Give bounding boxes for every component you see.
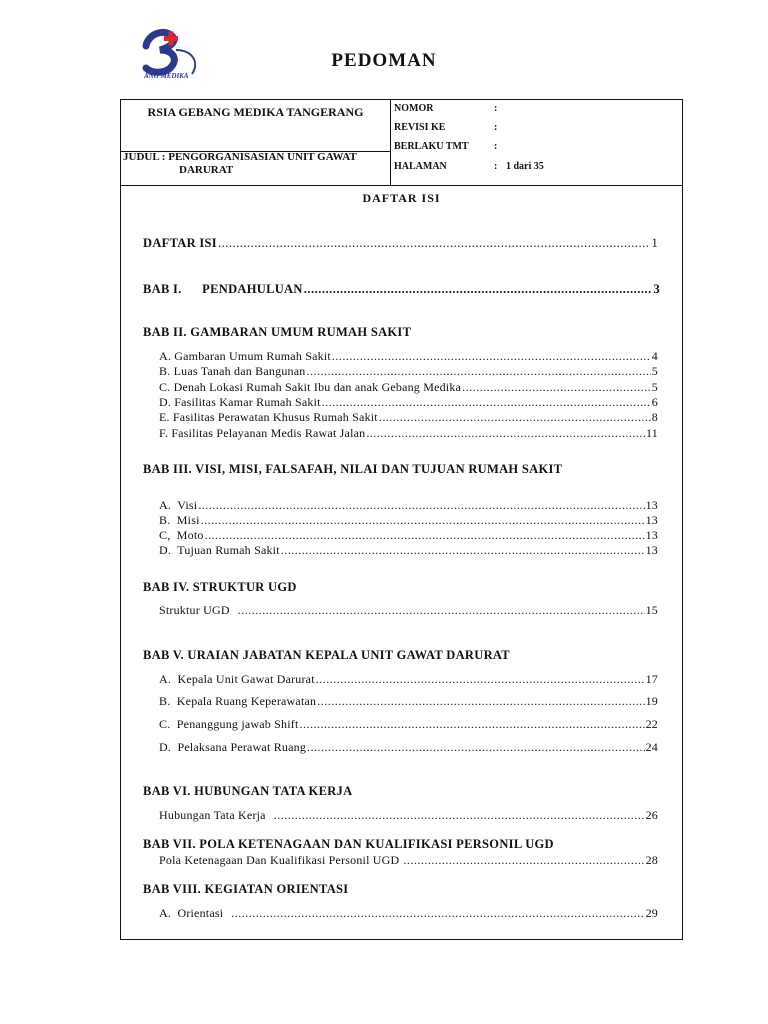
meta-halaman: HALAMAN : 1 dari 35 — [394, 161, 544, 172]
toc-item: Hubungan Tata Kerja ..... 26 — [159, 808, 658, 823]
toc-item: B. Misi ..... 13 — [159, 513, 658, 528]
toc-item: A. Kepala Unit Gawat Darurat ..... 17 — [159, 672, 658, 687]
toc-heading-bab6: BAB VI. HUBUNGAN TATA KERJA — [143, 784, 353, 798]
page-title: PEDOMAN — [331, 50, 437, 71]
toc-title: DAFTAR ISI — [362, 191, 441, 205]
meta-revisi: REVISI KE : — [394, 122, 498, 133]
toc-item: Struktur UGD ..... 15 — [159, 603, 658, 618]
svg-text:ANG MEDIKA: ANG MEDIKA — [144, 72, 189, 80]
toc-item: D. Tujuan Rumah Sakit ..... 13 — [159, 543, 658, 558]
toc-item: D. Pelaksana Perawat Ruang ..... 24 — [159, 740, 658, 755]
meta-berlaku: BERLAKU TMT : — [394, 141, 498, 152]
toc-heading-bab3: BAB III. VISI, MISI, FALSAFAH, NILAI DAN TUJUAN RUMAH SAKIT — [143, 462, 563, 476]
hospital-name: RSIA GEBANG MEDIKA TANGERANG — [147, 105, 364, 119]
meta-nomor: NOMOR : — [394, 103, 498, 114]
toc-item: B. Kepala Ruang Keperawatan ..... 19 — [159, 694, 658, 709]
toc-item: B. Luas Tanah dan Bangunan ..... 5 — [159, 364, 658, 379]
toc-heading-bab2: BAB II. GAMBARAN UMUM RUMAH SAKIT — [143, 325, 412, 339]
document-subject: JUDUL : PENGORGANISASIAN UNIT GAWAT DARURAT — [123, 151, 357, 176]
toc-item: C, Moto ..... 13 — [159, 528, 658, 543]
toc-item: F. Fasilitas Pelayanan Medis Rawat Jalan ..... 11 — [159, 426, 658, 441]
document-frame — [120, 99, 683, 940]
toc-heading-bab8: BAB VIII. KEGIATAN ORIENTASI — [143, 882, 349, 896]
toc-item: C. Denah Lokasi Rumah Sakit Ibu dan anak Gebang Medika ..... 5 — [159, 380, 658, 395]
toc-item: C. Penanggung jawab Shift ..... 22 — [159, 717, 658, 732]
toc-item: A. Gambaran Umum Rumah Sakit ..... 4 — [159, 349, 658, 364]
toc-item: D. Fasilitas Kamar Rumah Sakit ..... 6 — [159, 395, 658, 410]
toc-heading-bab7: BAB VII. POLA KETENAGAAN DAN KUALIFIKASI PERSONIL UGD — [143, 837, 554, 851]
toc-item: E. Fasilitas Perawatan Khusus Rumah Sakit ..... 8 — [159, 410, 658, 425]
toc-heading-bab5: BAB V. URAIAN JABATAN KEPALA UNIT GAWAT DARURAT — [143, 648, 510, 662]
toc-heading-bab4: BAB IV. STRUKTUR UGD — [143, 580, 297, 594]
toc-entry-daftar-isi: DAFTAR ISI ..... 1 — [143, 236, 658, 251]
toc-item: A. Orientasi ..... 29 — [159, 906, 658, 921]
toc-entry-bab1: BAB I. PENDAHULUAN ..... 3 — [143, 282, 660, 297]
toc-item: A. Visi ..... 13 — [159, 498, 658, 513]
toc-item: Pola Ketenagaan Dan Kualifikasi Personil UGD ..... 28 — [159, 853, 658, 868]
